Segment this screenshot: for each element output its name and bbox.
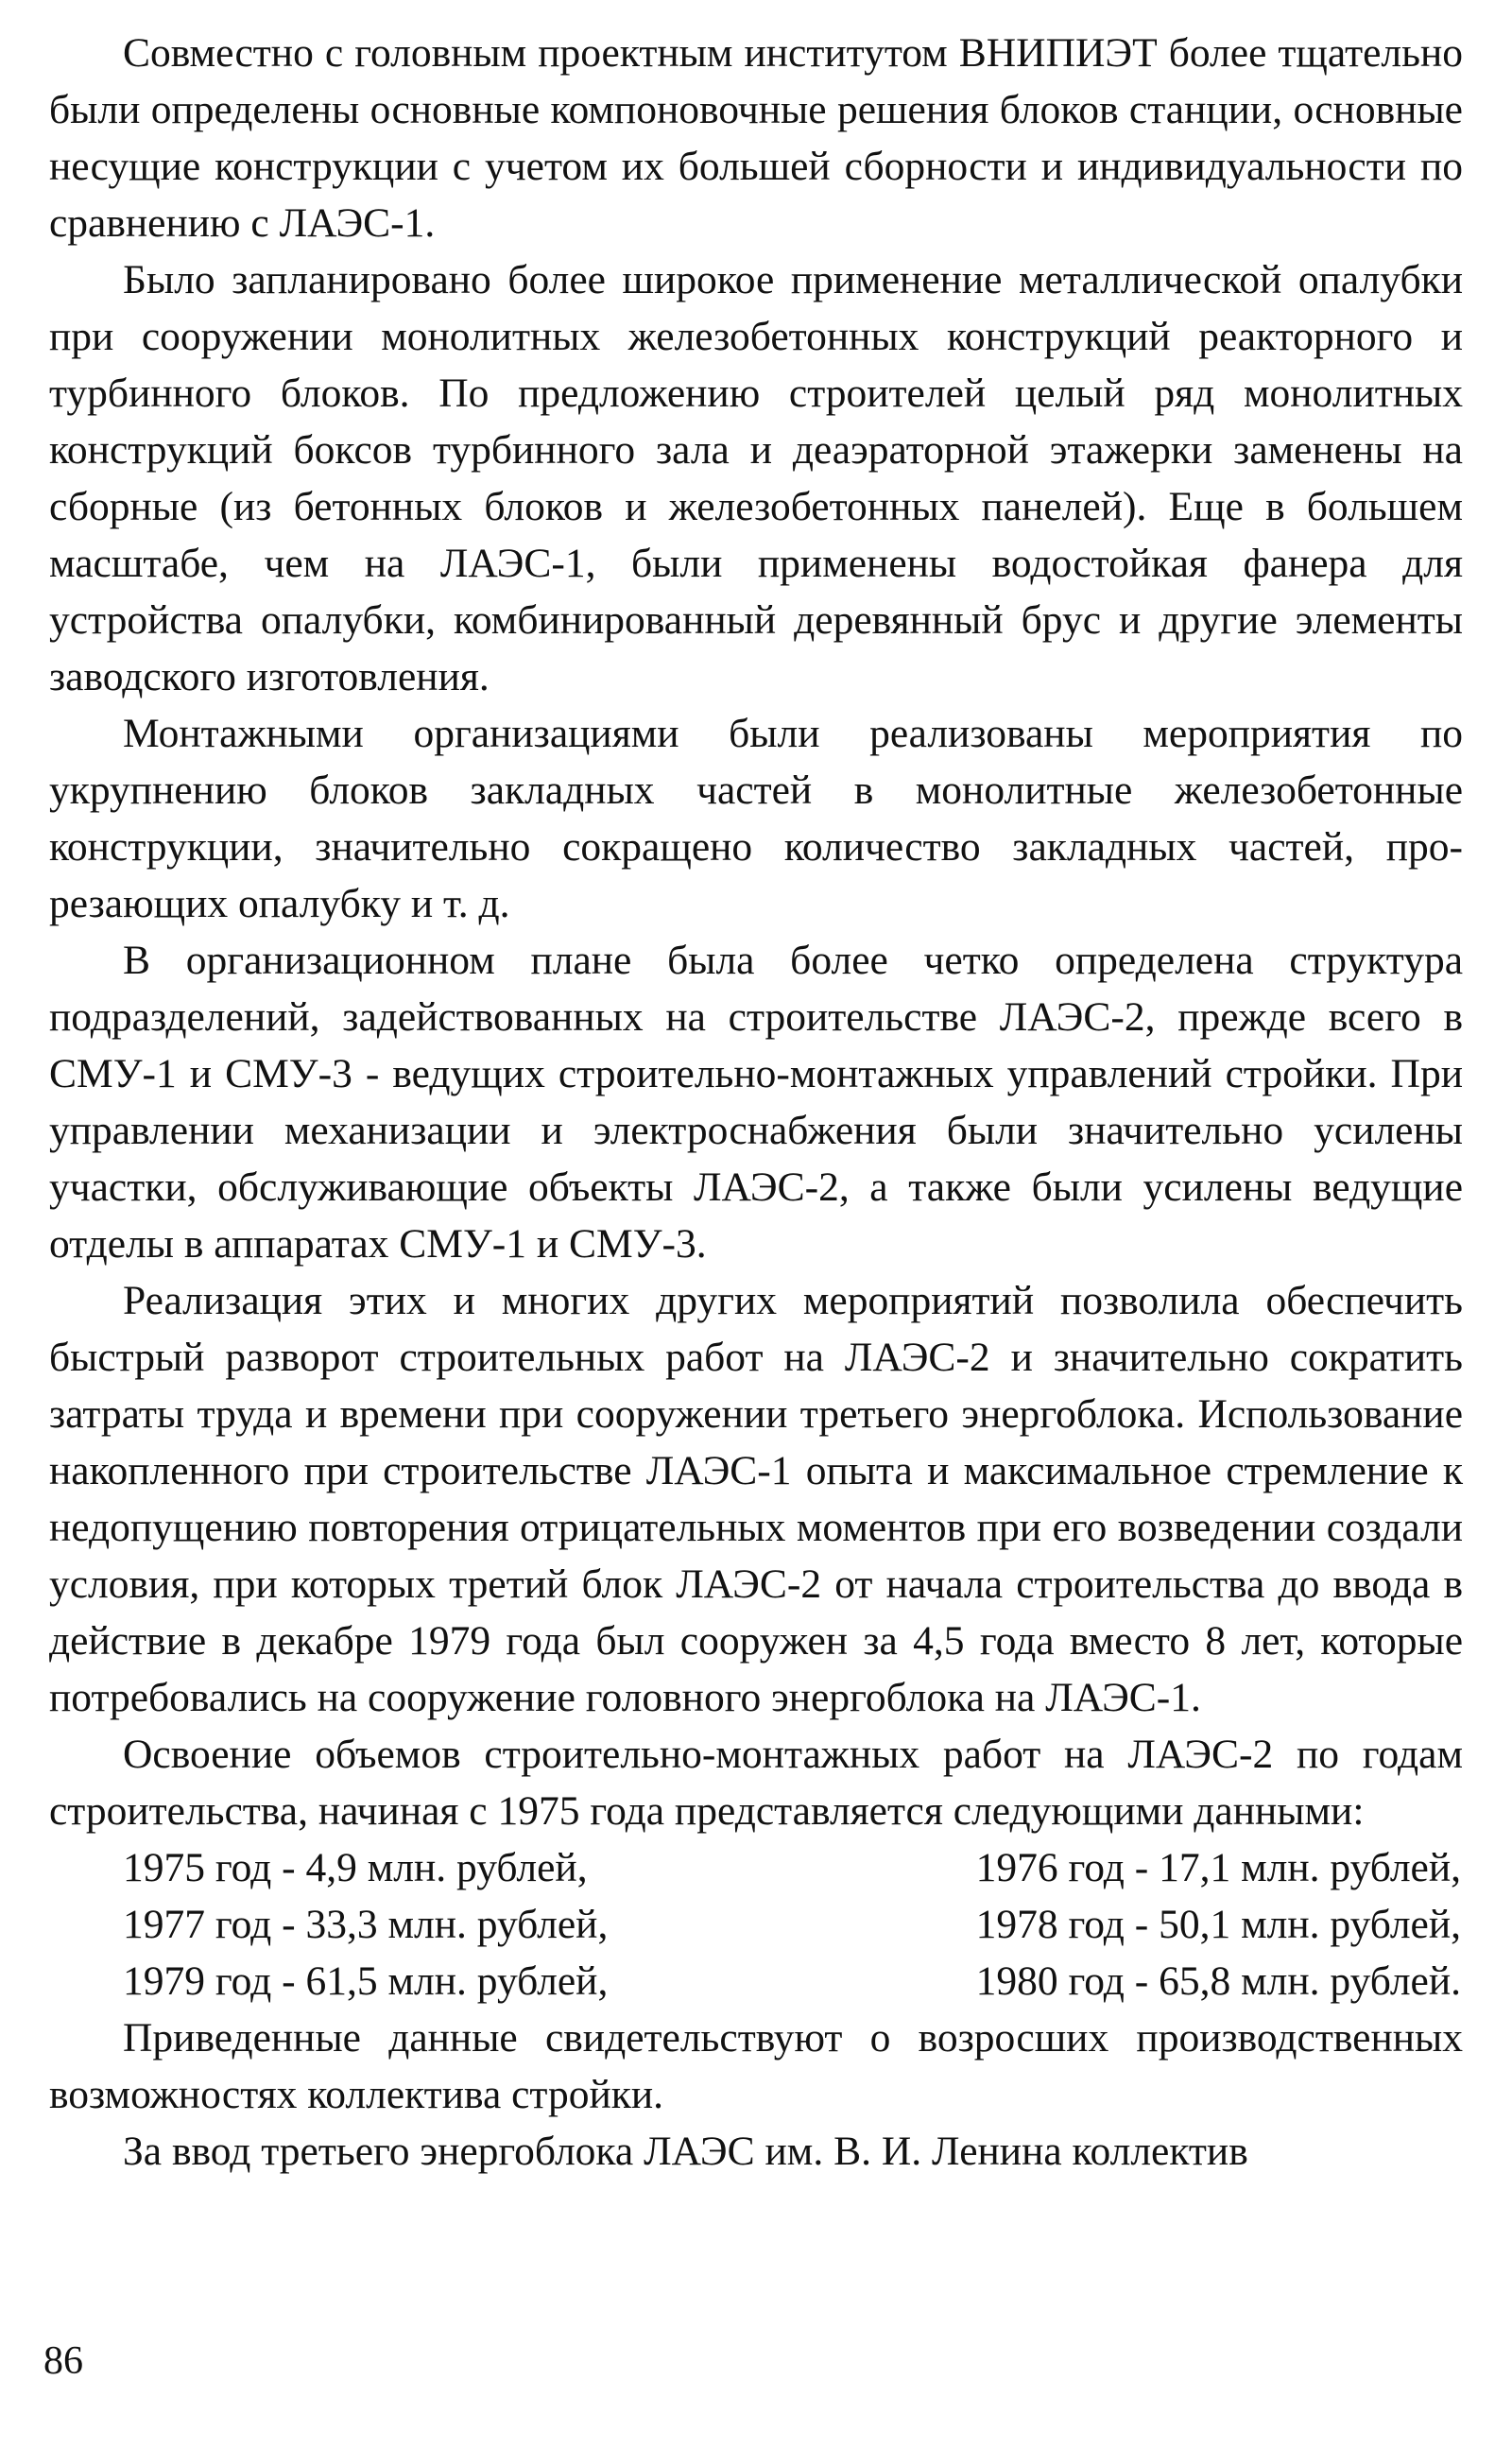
volume-1976: 1976 год - 17,1 млн. рублей,	[975, 1845, 1461, 1890]
book-page	[38, 0, 1474, 2449]
volumes-row	[49, 1896, 1463, 1953]
paragraph-volumes-intro: Освоение объемов строительно-монтажных работ на ЛАЭС-2 по годам строительства, начиная с 1975 года представляется следующими данными:	[49, 1732, 1463, 1834]
paragraph-design-solutions: Совместно с головным проектным институтом ВНИПИЭТ более тщательно были определены основные компоновочные решения блоков станции, основные несущие конструкции с учетом их большей сборности и индивидуальности по сравнению с ЛАЭС-1.	[49, 30, 1463, 246]
volume-1980: 1980 год - 65,8 млн. рублей.	[975, 1958, 1461, 2004]
page-body	[49, 25, 1463, 2180]
paragraph-conclusion: Приведенные данные свидетельствуют о возросших производственных возможностях коллектива стройки.	[49, 2015, 1463, 2117]
volume-1977: 1977 год - 33,3 млн. рублей,	[123, 1902, 609, 1947]
paragraph-results: Реализация этих и многих других мероприятий позволила обеспечить быстрый разворот строительных работ на ЛАЭС-2 и значительно сократить затраты труда и времени при сооружении третьего энергоблока. Использование накопленного при строительстве ЛАЭС-1 опыта и максимальное стремление к недопущению повторения отрицательных моментов при его возведении создали условия, при которых третий блок ЛАЭС-2 от начала строительства до ввода в действие в декабре 1979 года был сооружен за 4,5 года вместо 8 лет, которые потребовались на сооружение головного энергоблока на ЛАЭС-1.	[49, 1278, 1463, 1720]
volume-1975: 1975 год - 4,9 млн. рублей,	[123, 1845, 588, 1890]
volume-1979: 1979 год - 61,5 млн. рублей,	[123, 1958, 609, 2004]
paragraph-organization: В организационном плане была более четко определена структура подразделений, задействованных на строительстве ЛАЭС-2, прежде всего в СМУ-1 и СМУ-3 - ведущих строительно-монтажных управлений стройки. При управлении механизации и электроснабжения были значительно усилены участки, обслуживающие объекты ЛАЭС-2, а также были усилены ведущие отделы в аппаратах СМУ-1 и СМУ-3.	[49, 938, 1463, 1267]
volumes-row	[49, 1953, 1463, 2009]
paragraph-award: За ввод третьего энергоблока ЛАЭС им. В. И. Ленина коллектив	[123, 2129, 1248, 2174]
page-number: 86	[43, 2339, 83, 2383]
volume-1978: 1978 год - 50,1 млн. рублей,	[975, 1902, 1461, 1947]
volumes-row	[49, 1839, 1463, 1896]
paragraph-formwork: Было запланировано более широкое применение металлической опалубки при сооружении монолитных железобетонных конструкций реакторного и турбинного блоков. По предложению строителей целый ряд монолитных конструкций боксов турбинного зала и деаэраторной этажерки заменены на сборные (из бетонных блоков и железобетонных панелей). Еще в большем масштабе, чем на ЛАЭС-1, были применены водостойкая фанера для устройства опалубки, комбинированный деревянный брус и другие элементы заводского изготовления.	[49, 257, 1463, 699]
paragraph-embedded-parts: Монтажными организациями были реализованы мероприятия по укрупнению блоков закладных частей в монолитные железобетонные конструкции, значительно сокращено количество закладных частей, прорезающих опалубку и т. д.	[49, 711, 1463, 926]
volumes-list	[49, 1839, 1463, 2009]
